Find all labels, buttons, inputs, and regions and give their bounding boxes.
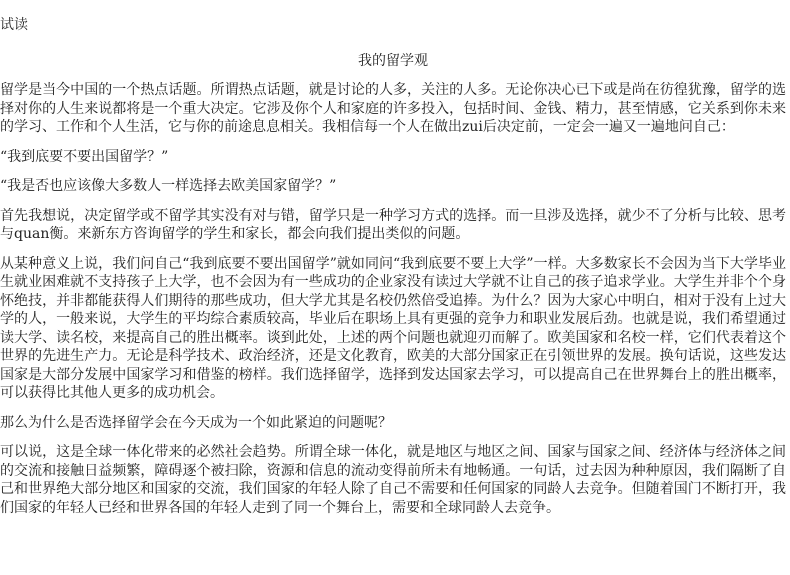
paragraph-urgency-question: 那么为什么是否选择留学会在今天成为一个如此紧迫的问题呢？ [0, 414, 392, 431]
paragraph-intro: 留学是当今中国的一个热点话题。所谓热点话题，就是讨论的人多，关注的人多。无论你决心已下或是尚在彷徨犹豫，留学的选择对你的人生来说都将是一个重大决定。它涉及你个人和家庭的许多投入，包括时间、金钱、精力，甚至情感，它关系到你未来的学习、工作和个人生活，它与你的前途息息相关。我相信每一个人在做出zui后决定前，一定会一遍又一遍地问自己： [0, 82, 786, 135]
paragraph-comparison: 从某种意义上说，我们问自己“我到底要不要出国留学”就如同问“我到底要不要上大学”一样。大多数家长不会因为当下大学毕业生就业困难就不支持孩子上大学，也不会因为有一些成功的企业家没有读过大学就不让自己的孩子追求学业。大学生并非个个身怀绝技，并非都能获得人们期待的那些成功，但大学尤其是名校仍然倍受追捧。为什么？因为大家心中明白，相对于没有上过大学的人，一般来说，大学生的平均综合素质较高，毕业后在职场上具有更强的竞争力和职业发展后劲。也就是说，我们希望通过读大学、读名校，来提高自己的胜出概率。谈到此处，上述的两个问题也就迎刃而解了。欧美国家和名校一样，它们代表着这个世界的先进生产力。无论是科学技术、政治经济，还是文化教育，欧美的大部分国家正在引领世界的发展。换句话说，这些发达国家是大部分发展中国家学习和借鉴的榜样。我们选择留学，选择到发达国家去学习，可以提高自己在世界舞台上的胜出概率，可以获得比其他人更多的成功机会。 [0, 255, 786, 401]
article-title: 我的留学观 [358, 52, 428, 69]
paragraph-choice: 首先我想说，决定留学或不留学其实没有对与错，留学只是一种学习方式的选择。而一旦涉及选择，就少不了分析与比较、思考与quan衡。来新东方咨询留学的学生和家长，都会向我们提出类似的问题。 [0, 207, 786, 242]
section-label: 试读 [0, 17, 28, 33]
paragraph-question-2: “我是否也应该像大多数人一样选择去欧美国家留学？” [0, 178, 337, 194]
paragraph-globalization: 可以说，这是全球一体化带来的必然社会趋势。所谓全球一体化，就是地区与地区之间、国家与国家之间、经济体与经济体之间的交流和接触日益频繁，障碍逐个被扫除，资源和信息的流动变得前所未有地畅通。一句话，过去因为种种原因，我们隔断了自己和世界绝大部分地区和国家的交流，我们国家的年轻人除了自己不需要和任何国家的同龄人去竞争。但随着国门不断打开，我们国家的年轻人已经和世界各国的年轻人走到了同一个舞台上，需要和全球同龄人去竞争。 [0, 444, 786, 516]
paragraph-question-1: “我到底要不要出国留学？” [0, 148, 169, 165]
